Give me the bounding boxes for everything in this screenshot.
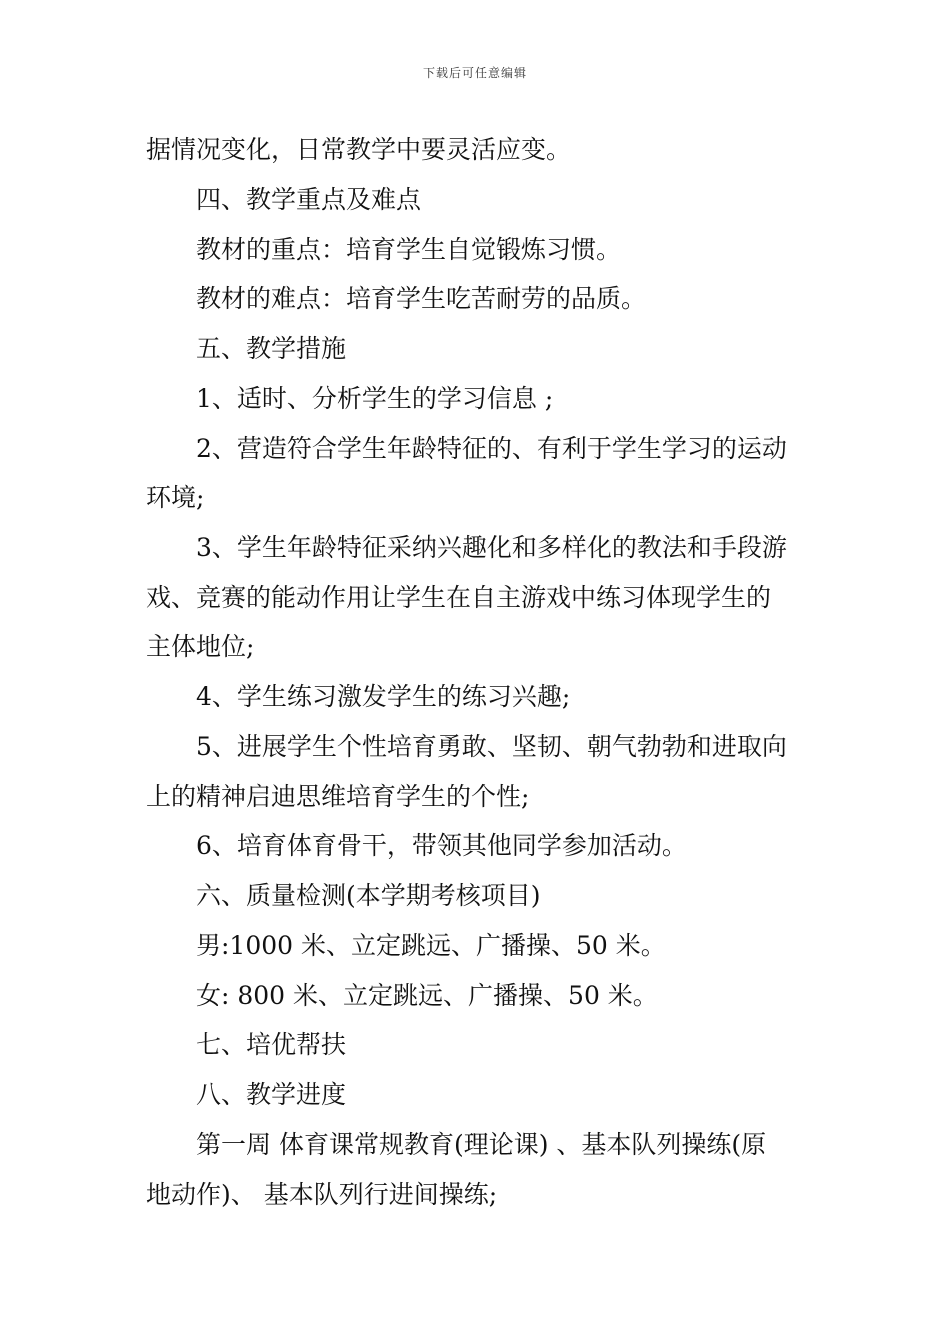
text-line: 女: 800 米、立定跳远、广播操、50 米。 [196, 981, 658, 1010]
text-line: 5、进展学生个性培育勇敢、坚韧、朝气勃勃和进取向 [196, 732, 787, 761]
text-line: 据情况变化，日常教学中要灵活应变。 [146, 135, 572, 164]
text-line: 上的精神启迪思维培育学生的个性; [146, 782, 530, 811]
section-heading: 六、质量检测(本学期考核项目) [196, 881, 541, 910]
text-line: 教材的难点：培育学生吃苦耐劳的品质。 [196, 284, 647, 313]
text-line: 4、学生练习激发学生的练习兴趣; [196, 682, 571, 711]
text-line: 地动作)、 基本队列行进间操练; [146, 1180, 498, 1209]
page-header: 下载后可任意编辑 [422, 66, 527, 80]
section-heading: 四、教学重点及难点 [196, 185, 422, 214]
text-line: 第一周 体育课常规教育(理论课) 、基本队列操练(原 [196, 1130, 767, 1159]
section-heading: 五、教学措施 [196, 334, 347, 363]
text-line: 戏、竞赛的能动作用让学生在自主游戏中练习体现学生的 [146, 583, 772, 612]
text-line: 1、适时、分析学生的学习信息 ; [196, 384, 554, 413]
section-heading: 七、培优帮扶 [196, 1030, 347, 1059]
section-heading: 八、教学进度 [196, 1080, 347, 1109]
text-line: 主体地位; [146, 632, 255, 661]
text-line: 2、营造符合学生年龄特征的、有利于学生学习的运动 [196, 434, 787, 463]
text-line: 环境; [146, 483, 205, 512]
text-line: 6、培育体育骨干，带领其他同学参加活动。 [196, 831, 687, 860]
text-line: 男:1000 米、立定跳远、广播操、50 米。 [196, 931, 666, 960]
text-line: 教材的重点：培育学生自觉锻炼习惯。 [196, 235, 622, 264]
text-line: 3、学生年龄特征采纳兴趣化和多样化的教法和手段游 [196, 533, 787, 562]
